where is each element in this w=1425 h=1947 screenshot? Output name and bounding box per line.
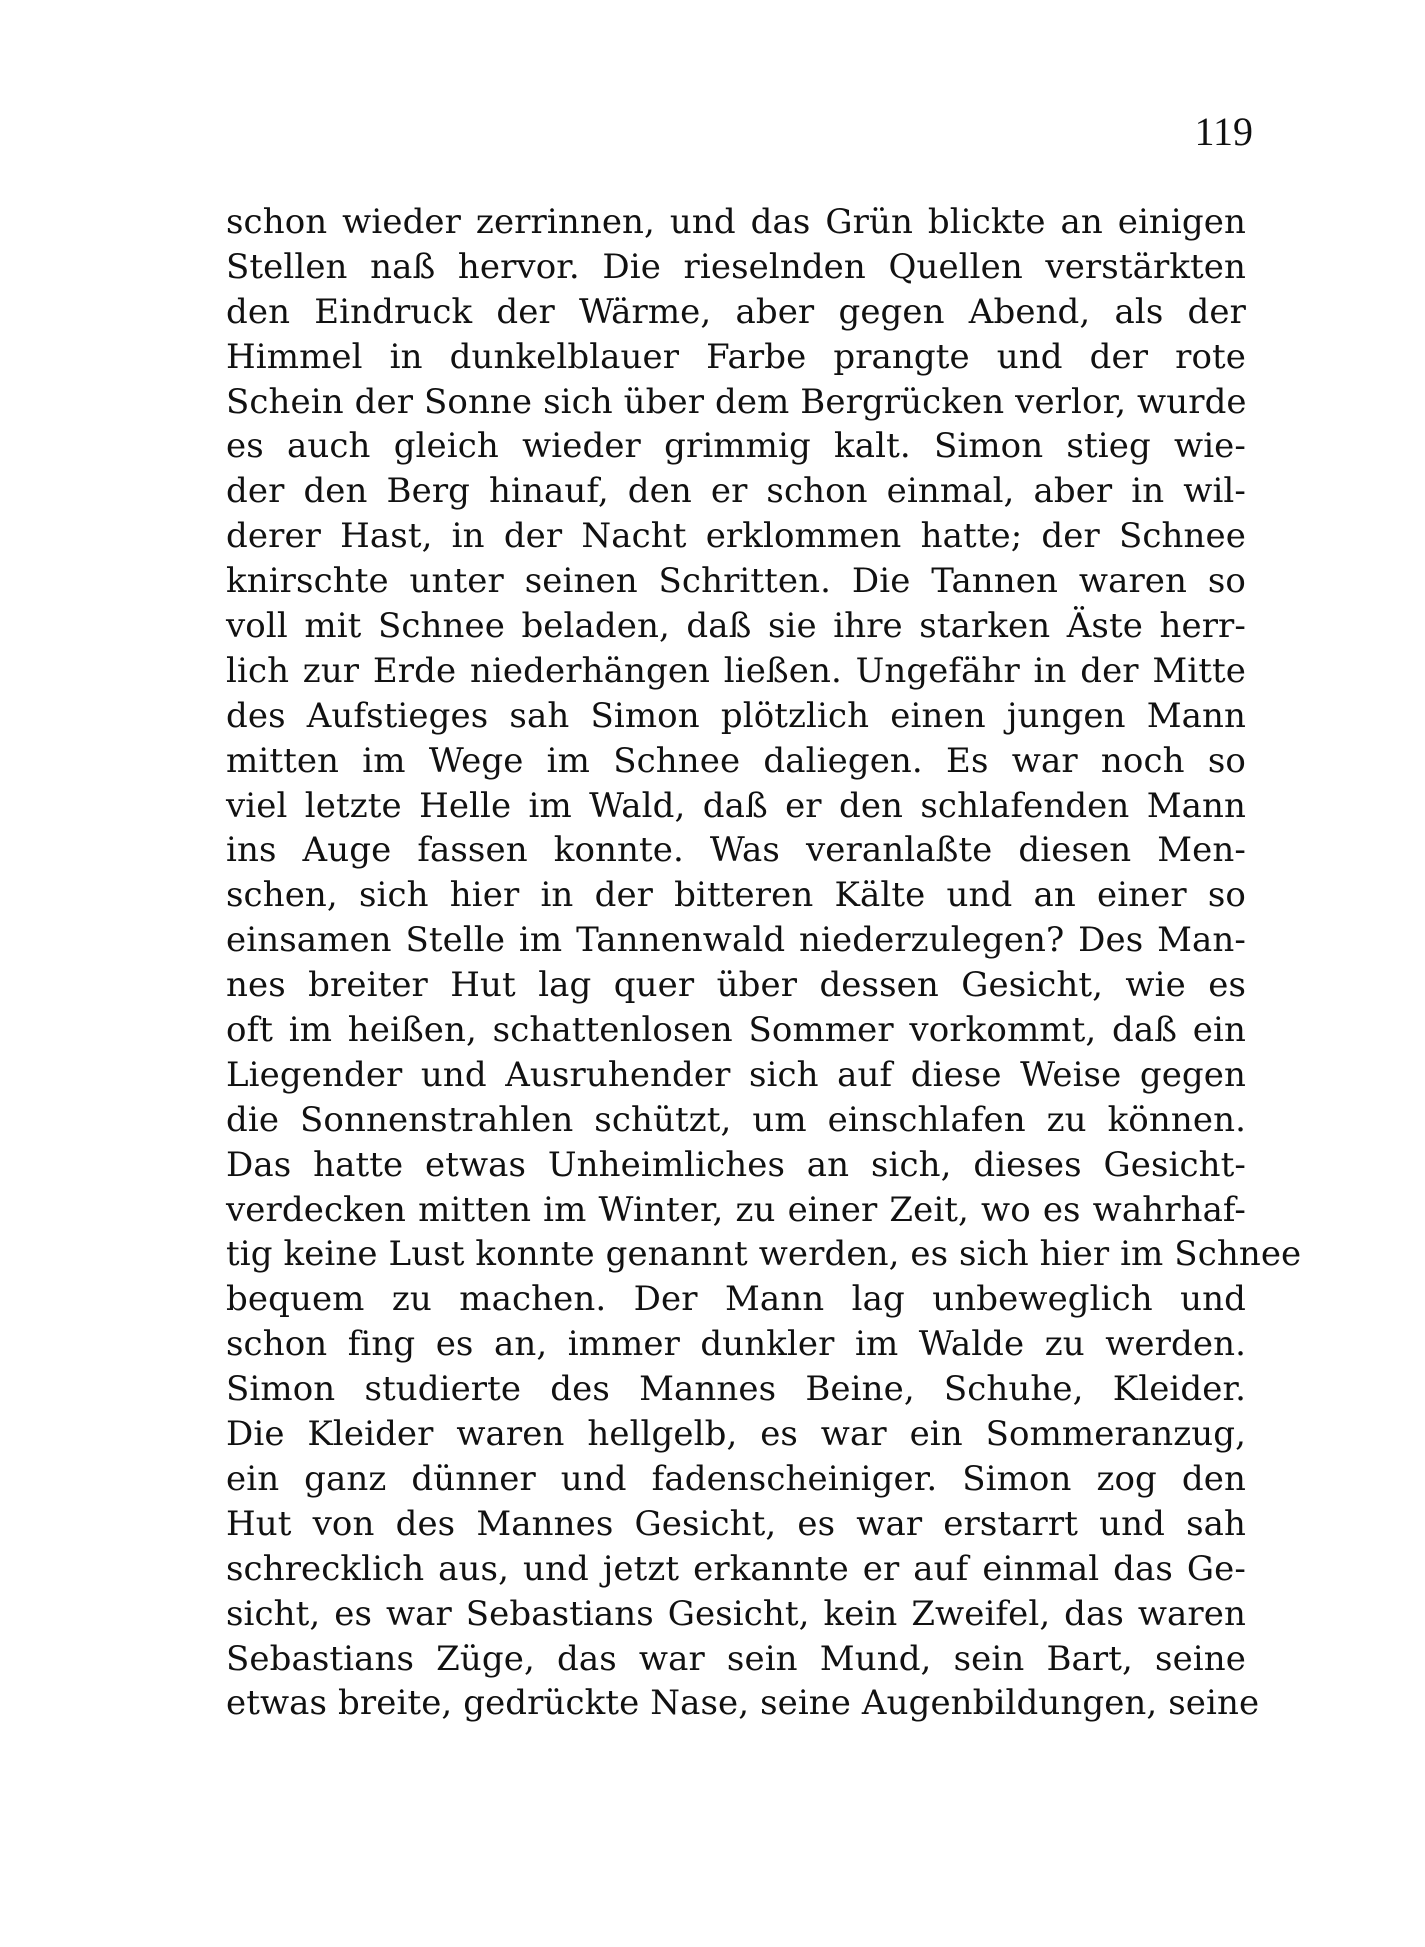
text-line: etwas breite, gedrückte Nase, seine Augenbildungen, seine xyxy=(226,1683,1260,1724)
text-line: die Sonnenstrahlen schützt, um einschlafen zu können. xyxy=(226,1099,1246,1140)
text-line: Liegender und Ausruhender sich auf diese Weise gegen xyxy=(226,1054,1246,1095)
text-line: viel letzte Helle im Wald, daß er den schlafenden Mann xyxy=(226,785,1246,826)
page-number: 119 xyxy=(1194,109,1253,154)
text-line: sicht, es war Sebastians Gesicht, kein Zweifel, das waren xyxy=(226,1593,1246,1634)
text-line: der den Berg hinauf, den er schon einmal, aber in wil- xyxy=(226,471,1246,512)
text-line: ins Auge fassen konnte. Was veranlaßte diesen Men- xyxy=(226,830,1246,871)
text-line: Simon studierte des Mannes Beine, Schuhe, Kleider. xyxy=(226,1369,1246,1410)
text-line: Himmel in dunkelblauer Farbe prangte und der rote xyxy=(226,336,1246,377)
text-line: ein ganz dünner und fadenscheiniger. Simon zog den xyxy=(226,1458,1246,1499)
text-line: es auch gleich wieder grimmig kalt. Simon stieg wie- xyxy=(226,426,1246,467)
text-line: des Aufstieges sah Simon plötzlich einen jungen Mann xyxy=(226,695,1246,736)
text-line: Sebastians Züge, das war sein Mund, sein Bart, seine xyxy=(226,1638,1246,1679)
text-line: den Eindruck der Wärme, aber gegen Abend, als der xyxy=(226,291,1246,332)
text-line: lich zur Erde niederhängen ließen. Ungefähr in der Mitte xyxy=(226,650,1246,691)
text-line: schrecklich aus, und jetzt erkannte er auf einmal das Ge- xyxy=(226,1548,1246,1589)
text-line: Das hatte etwas Unheimliches an sich, dieses Gesicht- xyxy=(226,1144,1246,1185)
text-line: derer Hast, in der Nacht erklommen hatte; der Schnee xyxy=(226,516,1246,557)
text-line: nes breiter Hut lag quer über dessen Gesicht, wie es xyxy=(226,965,1246,1006)
text-line: mitten im Wege im Schnee daliegen. Es war noch so xyxy=(226,740,1246,781)
text-line: oft im heißen, schattenlosen Sommer vorkommt, daß ein xyxy=(226,1010,1246,1051)
text-line: Die Kleider waren hellgelb, es war ein Sommeranzug, xyxy=(226,1414,1246,1455)
text-line: Hut von des Mannes Gesicht, es war erstarrt und sah xyxy=(226,1503,1246,1544)
body-text xyxy=(226,200,1302,1726)
text-line: schen, sich hier in der bitteren Kälte und an einer so xyxy=(226,875,1246,916)
text-line: Schein der Sonne sich über dem Bergrücken verlor, wurde xyxy=(226,381,1247,422)
text-line: bequem zu machen. Der Mann lag unbeweglich und xyxy=(226,1279,1246,1320)
text-line: knirschte unter seinen Schritten. Die Tannen waren so xyxy=(226,561,1246,602)
text-line: einsamen Stelle im Tannenwald niederzulegen? Des Man- xyxy=(226,920,1246,961)
text-line: schon fing es an, immer dunkler im Walde zu werden. xyxy=(226,1324,1246,1365)
text-line: Stellen naß hervor. Die rieselnden Quellen verstärkten xyxy=(226,246,1246,287)
text-line: voll mit Schnee beladen, daß sie ihre starken Äste herr- xyxy=(226,606,1246,647)
text-line: schon wieder zerrinnen, und das Grün blickte an einigen xyxy=(226,202,1246,242)
text-line: verdecken mitten im Winter, zu einer Zeit, wo es wahrhaf- xyxy=(226,1189,1246,1230)
text-line: tig keine Lust konnte genannt werden, es sich hier im Schnee xyxy=(226,1234,1302,1275)
